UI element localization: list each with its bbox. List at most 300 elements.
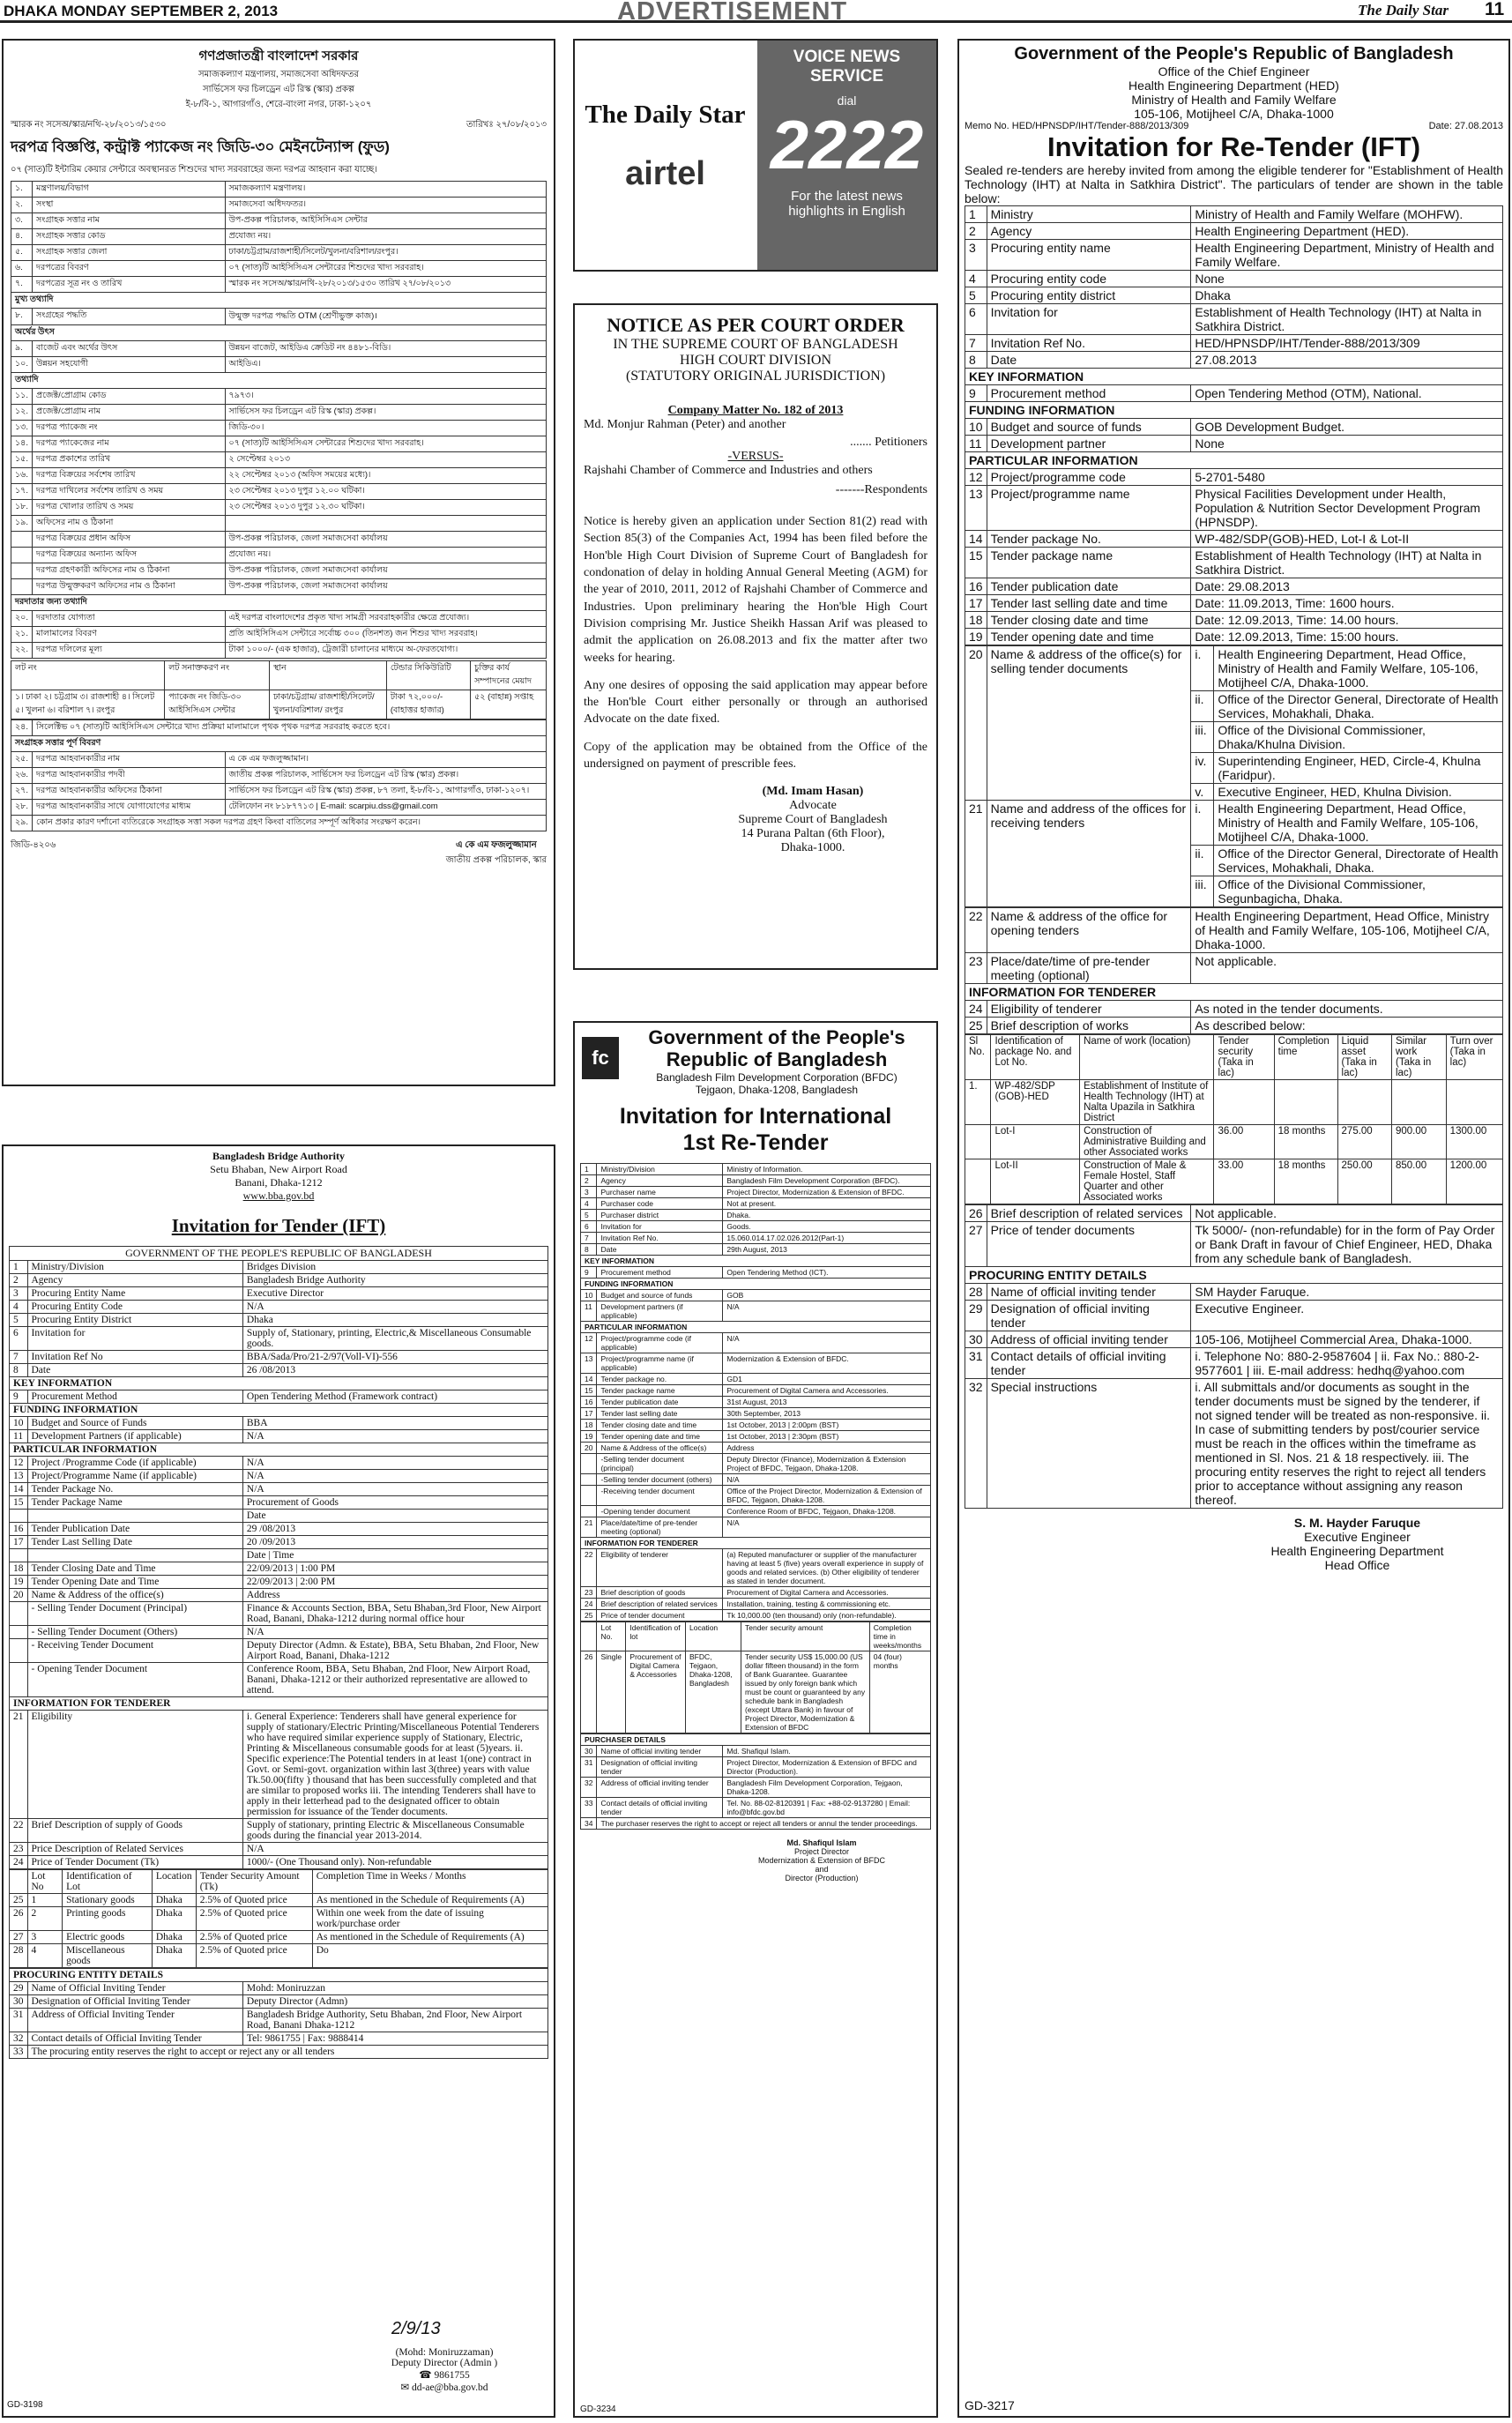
row-number: 32 [581,1777,597,1797]
row-number [11,532,33,548]
table-row [965,612,1503,629]
table-row [11,198,547,213]
row-number: ১৪. [11,436,33,452]
row-label: Ministry [987,206,1191,223]
bba-email[interactable]: ✉ dd-ae@bba.gov.bd [400,2382,488,2393]
court-para: Copy of the application may be obtained from the Office of the undersigned on payment of prescrible fees. [584,740,927,772]
table-row [11,389,547,405]
row-number: 16 [581,1396,597,1407]
row-label: প্রজেক্ট/প্রোগ্রাম কোড [33,389,226,405]
bfdc-gov: Government of the People's Republic of Bangladesh [648,1026,905,1071]
row-number [10,1602,28,1626]
table-row [11,277,547,293]
row-label: Date [27,1364,242,1377]
lot-header: Completion Time in Weeks / Months [312,1870,547,1894]
lot-header: Location [686,1622,741,1651]
row-label: দরপত্র দলিলের মূল্য [33,643,226,659]
table-row [965,369,1503,385]
row-value: Mohd: Moniruzzan [242,1982,547,1995]
lot-cell: 18 months [1274,1125,1337,1159]
row-number: ৯. [11,341,33,357]
row-value: জিডি-৩০। [225,421,546,436]
table-row [10,1819,548,1843]
row-value: BBA/Sada/Pro/21-2/97(Voll-VI)-556 [242,1351,547,1364]
row-label: Budget and Source of Funds [27,1417,242,1430]
table-row [965,1125,1503,1159]
table-row [11,182,547,198]
row-label: Tender publication date [597,1396,723,1407]
table-row [581,1430,931,1442]
table-row [11,405,547,421]
row-number: ১৩. [11,421,33,436]
row-label: Invitation Ref No. [987,335,1191,352]
row-number: 29 [965,1301,987,1331]
row-number: 17 [10,1536,28,1549]
lot-cell: Within one week from the date of issuing work/purchase order [312,1907,547,1931]
bn-date: তারিখঃ ২৭/০৮/২০১৩ [466,120,547,130]
row-value: Goods. [723,1220,931,1232]
hed-line: 105-106, Motijheel C/A, Dhaka-1000 [1134,107,1334,121]
row-label: দরপত্র বিক্রয়ের প্রধান অফিস [33,532,226,548]
row-value: উপ-প্রকল্প পরিচালক, আইসিসিএস সেন্টার [225,213,546,229]
section-heading: KEY INFORMATION [965,369,1503,385]
row-number: 9 [965,385,987,402]
hed-title: Invitation for Re-Tender (IFT) [1046,131,1421,162]
row-value: N/A [242,1626,547,1639]
bba-line: Setu Bhaban, New Airport Road [210,1163,347,1175]
row-label: Name & address of the office for opening tenders [987,908,1191,953]
table-row [10,1483,548,1496]
row-value: Open Tendering Method (ICT). [723,1266,931,1278]
bba-title: Invitation for Tender (IFT) [171,1215,386,1236]
bba-signer: (Mohd: Moniruzzaman) [395,2347,494,2358]
bfdc-addr: Tejgaon, Dhaka-1208, Bangladesh [695,1083,859,1096]
row-label: প্রজেক্ট/প্রোগ্রাম নাম [33,405,226,421]
row-value: 5-2701-5480 [1191,469,1503,486]
row-value: 26 /08/2013 [242,1364,547,1377]
row-value: এ কে এম ফজলুজ্জামান। [225,752,546,768]
row-value: Bangladesh Film Development Corporation, Tejgaon, Dhaka-1208. [723,1777,931,1797]
table-row [11,213,547,229]
row-value: Health Engineering Department (HED). [1191,223,1503,240]
row-number: 1 [10,1261,28,1274]
court-signer: (Md. Imam Hasan) [762,785,864,799]
row-value: Installation, training, testing & commissioning etc. [723,1598,931,1609]
row-label: Price of tender documents [987,1222,1191,1267]
bba-table [9,1260,548,1869]
bba-tender-ad [2,1144,555,2418]
row-value: GOB [723,1289,931,1301]
table-row [581,1817,931,1829]
row-value: 29th August, 2013 [723,1243,931,1255]
row-value: 1000/- (One Thousand only). Non-refundable [242,1856,547,1869]
row-label: Development Partners (if applicable) [27,1430,242,1443]
table-row [581,1797,931,1817]
row-value: Date: 29.08.2013 [1191,578,1503,595]
row-number: 28 [965,1284,987,1301]
row-number: 19 [581,1430,597,1442]
lot-header: Identification of Lot [63,1870,153,1894]
row-number: 14 [965,531,987,548]
row-number: 2 [10,1274,28,1287]
section-heading: INFORMATION FOR TENDERER [581,1537,931,1548]
row-value: N/A [723,1332,931,1353]
table-row [581,1332,931,1353]
bfdc-logo-icon: fc [582,1037,619,1079]
row-value: Date: 11.09.2013, Time: 1600 hours. [1191,595,1503,612]
table-row [10,1287,548,1301]
row-value: Supply of, Stationary, printing, Electric,& Miscellaneous Consumable goods. [242,1327,547,1351]
bfdc-table [580,1163,931,1622]
row-number: 9 [581,1266,597,1278]
lot-cell: 2.5% of Quoted price [196,1907,312,1931]
row-number: ১৫. [11,452,33,468]
section-heading: মুখ্য তথ্যাদি [11,293,547,309]
row-label: Address of Official Inviting Tender [27,2009,242,2032]
court-party1: Md. Monjur Rahman (Peter) and another [584,418,786,431]
table-row [10,1314,548,1327]
row-label: Procuring entity code [987,271,1191,287]
table-row [965,1267,1503,1284]
row-label: Tender closing date and time [987,612,1191,629]
lot-cell: 275.00 [1337,1125,1391,1159]
row-value: প্রতি আইসিসিএস সেন্টারে সর্বোচ্চ ৩০০ (তিনশত) জন শিশুর খাদ্য সরবরাহ। [225,627,546,643]
table-row [10,1377,548,1390]
bba-table-3 [9,1968,548,2059]
section-heading: FUNDING INFORMATION [581,1278,931,1289]
lot-cell: Lot-II [991,1159,1080,1204]
row-value: Establishment of Health Technology (IHT) at Nalta in Satkhira District. [1191,304,1503,335]
table-row [965,206,1503,223]
lot-cell: 26 [10,1907,28,1931]
row-number: 8 [965,352,987,369]
row-label: দরপত্র খোলার তারিখ ও সময় [33,500,226,516]
bba-website[interactable]: www.bba.gov.bd [242,1189,315,1202]
voice-number: 2222 [770,106,924,183]
row-value: সমাজসেবা অধিদফতর। [225,198,546,213]
row-label: Procuring Entity Code [27,1301,242,1314]
row-number: 24 [581,1598,597,1609]
row-number [581,1453,597,1473]
row-label: Contact details of Official Inviting Tender [27,2032,242,2046]
row-number: 22 [581,1548,597,1586]
row-number: ১. [11,182,33,198]
row-number: ২৬. [11,768,33,784]
row-number: 2 [581,1174,597,1186]
table-row [10,1496,548,1510]
row-value: Date | Time [242,1549,547,1562]
row-number: 22 [10,1819,28,1843]
bfdc-signer-line: Director (Production) [785,1873,859,1882]
hed-gov: Government of the People's Republic of Bangladesh [1014,44,1454,63]
row-number: ২১. [11,627,33,643]
lot-cell: 250.00 [1337,1159,1391,1204]
row-label: Procuring entity name [987,240,1191,271]
table-row [11,643,547,659]
row-label: Brief description of related services [987,1205,1191,1222]
row-label: Development partner [987,436,1191,452]
section-heading: INFORMATION FOR TENDERER [10,1697,548,1711]
bfdc-title: Invitation for International 1st Re-Tender [619,1103,892,1155]
row-number: ১০. [11,357,33,373]
lot-cell: Dhaka [152,1944,196,1968]
table-row [965,452,1503,469]
row-label: Name and address of the offices for receiving tenders [987,801,1191,907]
table-row [10,1430,548,1443]
bn-gov: গণপ্রজাতন্ত্রী বাংলাদেশ সরকার [198,48,359,63]
table-row [581,1266,931,1278]
row-label: Development partners (if applicable) [597,1301,723,1321]
row-value: Office of the Project Director, Modernization & Extension of BFDC, Tejgaon, Dhaka-1208. [723,1485,931,1505]
table-row [965,1080,1503,1125]
row-label: Price of Tender Document (Tk) [27,1856,242,1869]
row-label: Brief Description of supply of Goods [27,1819,242,1843]
row-label: Invitation for [27,1327,242,1351]
row-label: মালামালের বিবরণ [33,627,226,643]
row-label: Contact details of official inviting tender [987,1348,1191,1379]
row-number: 23 [965,953,987,984]
row-value: Not applicable. [1191,1205,1503,1222]
row-number [10,1510,28,1523]
office-address: Health Engineering Department, Head Office, Ministry of Health and Family Welfare, 105-106, Motijheel C/A, Dhaka-1000. [1214,646,1503,691]
row-label: Eligibility of tenderer [987,1001,1191,1018]
row-label [27,1510,242,1523]
court-versus: -VERSUS- [727,450,784,463]
table-row [10,2032,548,2046]
lot-cell: 04 (four) months [869,1651,930,1733]
row-value: Bangladesh Bridge Authority [242,1274,547,1287]
row-value: Supply of stationary, printing Electric & Miscellaneous Consumable goods during the financial year 2013-2014. [242,1819,547,1843]
table-row [581,1373,931,1384]
court-party2: Rajshahi Chamber of Commerce and Industries and others [584,464,873,477]
voice-title: VOICE NEWS SERVICE [793,48,901,86]
hed-date: Date: 27.08.2013 [1428,121,1503,131]
row-value: As described below: [1191,1018,1503,1034]
row-value: ২৩ সেপ্টেম্বর ২০১৩ দুপুর ১২.০০ ঘটিকা। [225,484,546,500]
lot-cell: 2.5% of Quoted price [196,1931,312,1944]
table-row [10,1364,548,1377]
row-number: ২৪. [11,720,33,736]
row-label: Name of Official Inviting Tender [27,1982,242,1995]
court-petitioners: Petitioners [875,436,927,449]
bn-lot-table [11,660,547,719]
row-number: ২৯. [11,816,33,831]
row-label: বাজেট এবং অর্থের উৎস [33,341,226,357]
lot-cell: প্যাকেজ নং জিডি-৩০ আইসিসিএস সেন্টার [165,690,270,719]
hed-tender-ad [957,39,1510,2418]
table-row [581,1733,931,1745]
table-row [11,293,547,309]
row-label: উন্নয়ন সহযোগী [33,357,226,373]
row-number: 18 [10,1562,28,1576]
row-value: 20 /09/2013 [242,1536,547,1549]
row-value: Address [723,1442,931,1453]
table-row [581,1255,931,1266]
section-heading: দরদাতার জন্য তথ্যাদি [11,595,547,611]
table-row [11,500,547,516]
hed-table-3 [965,1204,1503,1509]
row-label: Date [987,352,1191,369]
row-label: দরপত্র আহবানকারীর নাম [33,752,226,768]
lot-header: Completion time in weeks/months [869,1622,930,1651]
row-value: ০৭ (সাত)টি আইসিসিএস সেন্টারের শিশুদের খাদ্য সরবরাহ। [225,436,546,452]
row-label: Project/programme code (if applicable) [597,1332,723,1353]
row-label: Invitation for [987,304,1191,335]
row-value: Executive Engineer. [1191,1301,1503,1331]
row-label: দরপত্রের বিবরণ [33,261,226,277]
table-row [11,532,547,548]
court-respondents: Respondents [864,483,927,496]
table-row [965,469,1503,486]
table-row [965,578,1503,595]
table-row [10,1351,548,1364]
row-label: Address of official inviting tender [597,1777,723,1797]
lot-cell: 2.5% of Quoted price [196,1894,312,1907]
row-label: দরদাতার যোগ্যতা [33,611,226,627]
row-number: ১৭. [11,484,33,500]
court-matter: Company Matter No. 182 of 2013 [667,404,844,417]
row-number: 19 [965,629,987,645]
table-row [581,1197,931,1209]
table-row [581,1232,931,1243]
row-value: WP-482/SDP(GOB)-HED, Lot-I & Lot-II [1191,531,1503,548]
row-value: Modernization & Extension of BFDC. [723,1353,931,1373]
office-address: Executive Engineer, HED, Khulna Division. [1214,784,1503,801]
lot-cell: Miscellaneous goods [63,1944,153,1968]
table-row [11,579,547,595]
table-row [581,1384,931,1396]
table-row [11,784,547,800]
lot-header: Tender Security Amount (Tk) [196,1870,312,1894]
court-notice-ad: NOTICE AS PER COURT ORDER IN THE SUPREME COURT OF BANGLADESH HIGH COURT DIVISION (STATUTORY ORIGINAL JURISDICTION) Company Matter No. 182 of 2013 Md. Monjur Rahman (Peter) and another ....... Petitioners -VERSUS- Rajshahi Chamber of Commerce and Industries and others -------Respondents Notice is hereby given an application under Section 81(2) read with Section 85(3) of the Companies Act, 1994 has been filed before the Hon'ble High Court Division of Supreme Court of Bangladesh for condonation of delay in holding Annual General Meeting (AGM) for the year of 2010, 2011, 2012 of Rajshahi Chamber of Commerce and Industries. Upon preliminary hearing the Hon'ble High Court Division comprising Mr. Justice Sheikh Hassan Arif was pleased to admit the application on 26.08.2013 and fix the matter after two weeks for hearing. Any one desires of opposing the said application may appear before the Hon'ble Court either personally or through an authorised Advocate on the date fixed. Copy of the application may be obtained from the Office of the undersigned on payment of prescrible fees. (Md. Imam Hasan) Advocate Supreme Court of Bangladesh 14 Purana Paltan (6th Floor), Dhaka-1000. [573,303,938,970]
lot-cell [1274,1080,1337,1125]
row-number: ২৮. [11,800,33,816]
row-value: Deputy Director (Finance), Modernization & Extension Project of BFDC, Tejgaon, Dhaka-1208. [723,1453,931,1473]
hed-intro: Sealed re-tenders are hereby invited from among the eligible tenderer for "Establishment of Health Technology (IHT) at Nalta in Satkhira District". The particulars of tender are shown in the table below: [965,163,1503,205]
bn-signer: এ কে এম ফজলুজ্জামান [456,840,537,850]
row-number: ২৭. [11,784,33,800]
lot-header: Tender security (Taka in lac) [1214,1035,1274,1080]
lot-cell: ৫২ (বাহান্ন) সপ্তাহ [471,690,547,719]
court-signer-line: Advocate [789,799,837,813]
office-address: Office of the Divisional Commissioner, Dhaka/Khulna Division. [1214,722,1503,753]
row-number: 12 [10,1457,28,1470]
row-number: 4 [10,1301,28,1314]
table-row [10,1274,548,1287]
court-para: Notice is hereby given an application under Section 81(2) read with Section 85(3) of the Companies Act, 1994 has been filed before the Hon'ble High Court Division of Supreme Court of Bangladesh for condonation of delay in holding Annual General Meeting (AGM) for the year of 2010, 2011, 2012 of Rajshahi Chamber of Commerce and Industries. Upon preliminary hearing the Hon'ble High Court Division comprising Mr. Justice Sheikh Hassan Arif was pleased to admit the application on 26.08.2013 and fix the matter after two weeks for hearing. [584,515,927,665]
row-label: Project/programme code [987,469,1191,486]
table-row [11,436,547,452]
office-index: i. [1191,646,1214,691]
row-label: Place/date/time of pre-tender meeting (optional) [987,953,1191,984]
row-value: N/A [242,1430,547,1443]
hed-code: GD-3217 [965,2398,1015,2412]
table-row [965,531,1503,548]
bfdc-org: Bangladesh Film Development Corporation (BFDC) [656,1070,898,1084]
table-row [581,1396,931,1407]
table-row [10,2046,548,2059]
voice-dial: dial [837,93,857,108]
table-row [10,1404,548,1417]
row-number: 12 [965,469,987,486]
row-label: Procuring entity district [987,287,1191,304]
lot-cell: 26 [581,1651,597,1733]
hed-table-2 [965,907,1503,1034]
table-row [11,357,547,373]
row-number: 25 [965,1018,987,1034]
lot-cell: 33.00 [1214,1159,1274,1204]
row-label: Brief description of related services [597,1598,723,1609]
row-value: Project Director, Modernization & Extension of BFDC and Director (Production). [723,1756,931,1777]
row-number [10,1639,28,1663]
row-value: Establishment of Health Technology (IHT) at Nalta in Satkhira District. [1191,548,1503,578]
lot-cell: Dhaka [152,1907,196,1931]
table-row [581,1220,931,1232]
row-label: Agency [27,1274,242,1287]
table-row [965,1348,1503,1379]
section-heading: সংগ্রাহক সত্তার পূর্ণ বিবরণ [11,736,547,752]
row-label: Tender Package Name [27,1496,242,1510]
table-row [10,1982,548,1995]
row-label: Place/date/time of pre-tender meeting (optional) [597,1517,723,1537]
row-label: Invitation Ref No [27,1351,242,1364]
row-label: -Receiving tender document [597,1485,723,1505]
lot-cell: Tender security US$ 15,000.00 (US dollar fifteen thousand) in the form of Bank Guarantee. Guarantee issued by only foreign bank which must be count or guaranteed by any schedule bank in Bangladesh (except Uttara Bank) in favour of Project Director, Modernization & Extension of BFDC [741,1651,870,1733]
row-number [10,1663,28,1697]
office-index: iv. [1191,753,1214,784]
row-label: Eligibility of tenderer [597,1548,723,1586]
row-number [581,1505,597,1517]
row-number: 14 [10,1483,28,1496]
section-heading: FUNDING INFORMATION [965,402,1503,419]
table-row [11,373,547,389]
row-label: Date [597,1243,723,1255]
row-label: -Selling tender document (others) [597,1473,723,1485]
row-value: Bridges Division [242,1261,547,1274]
office-address: Office of the Director General, Directorate of Health Services, Mohakhali, Dhaka. [1214,691,1503,722]
row-value: সার্ভিসেস ফর চিলড্রেন এট রিস্ক (স্কার) প্রকল্প, ৮৭ তলা, ই-৮/বি-১, আগারগাঁও, ঢাকা-১২০৭। [225,784,546,800]
row-value: ২২ সেপ্টেম্বর ২০১৩ (অফিস সময়ের মধ্যে)। [225,468,546,484]
row-number: 5 [581,1209,597,1220]
bba-lot-table [9,1869,548,1968]
section-heading: INFORMATION FOR TENDERER [965,984,1503,1001]
row-value: GD1 [723,1373,931,1384]
bba-line: Banani, Dhaka-1212 [235,1176,323,1189]
row-number: 2 [965,223,987,240]
row-number: 30 [581,1745,597,1756]
lot-cell: WP-482/SDP (GOB)-HED [991,1080,1080,1125]
row-number: 5 [965,287,987,304]
header-dateline: DHAKA MONDAY SEPTEMBER 2, 2013 [4,3,279,19]
lot-cell: As mentioned in the Schedule of Requirements (A) [312,1894,547,1907]
hed-line: Ministry of Health and Family Welfare [1131,93,1337,107]
row-value: 1st October, 2013 | 2:30pm (BST) [723,1430,931,1442]
row-number: 11 [10,1430,28,1443]
row-value: Dhaka [1191,287,1503,304]
row-number: 16 [965,578,987,595]
row-value: N/A [242,1301,547,1314]
row-number: ৮. [11,309,33,325]
row-label: - Selling Tender Document (Principal) [27,1602,242,1626]
lot-header: Completion time [1274,1035,1337,1080]
bba-code: GD-3198 [7,2400,43,2410]
row-value: Tel: 9861755 | Fax: 9888414 [242,2032,547,2046]
row-label: Special instructions [987,1379,1191,1509]
row-number: 33 [10,2046,28,2059]
table-row [581,1278,931,1289]
lot-cell [1446,1080,1502,1125]
bfdc-code: GD-3234 [580,2404,616,2414]
